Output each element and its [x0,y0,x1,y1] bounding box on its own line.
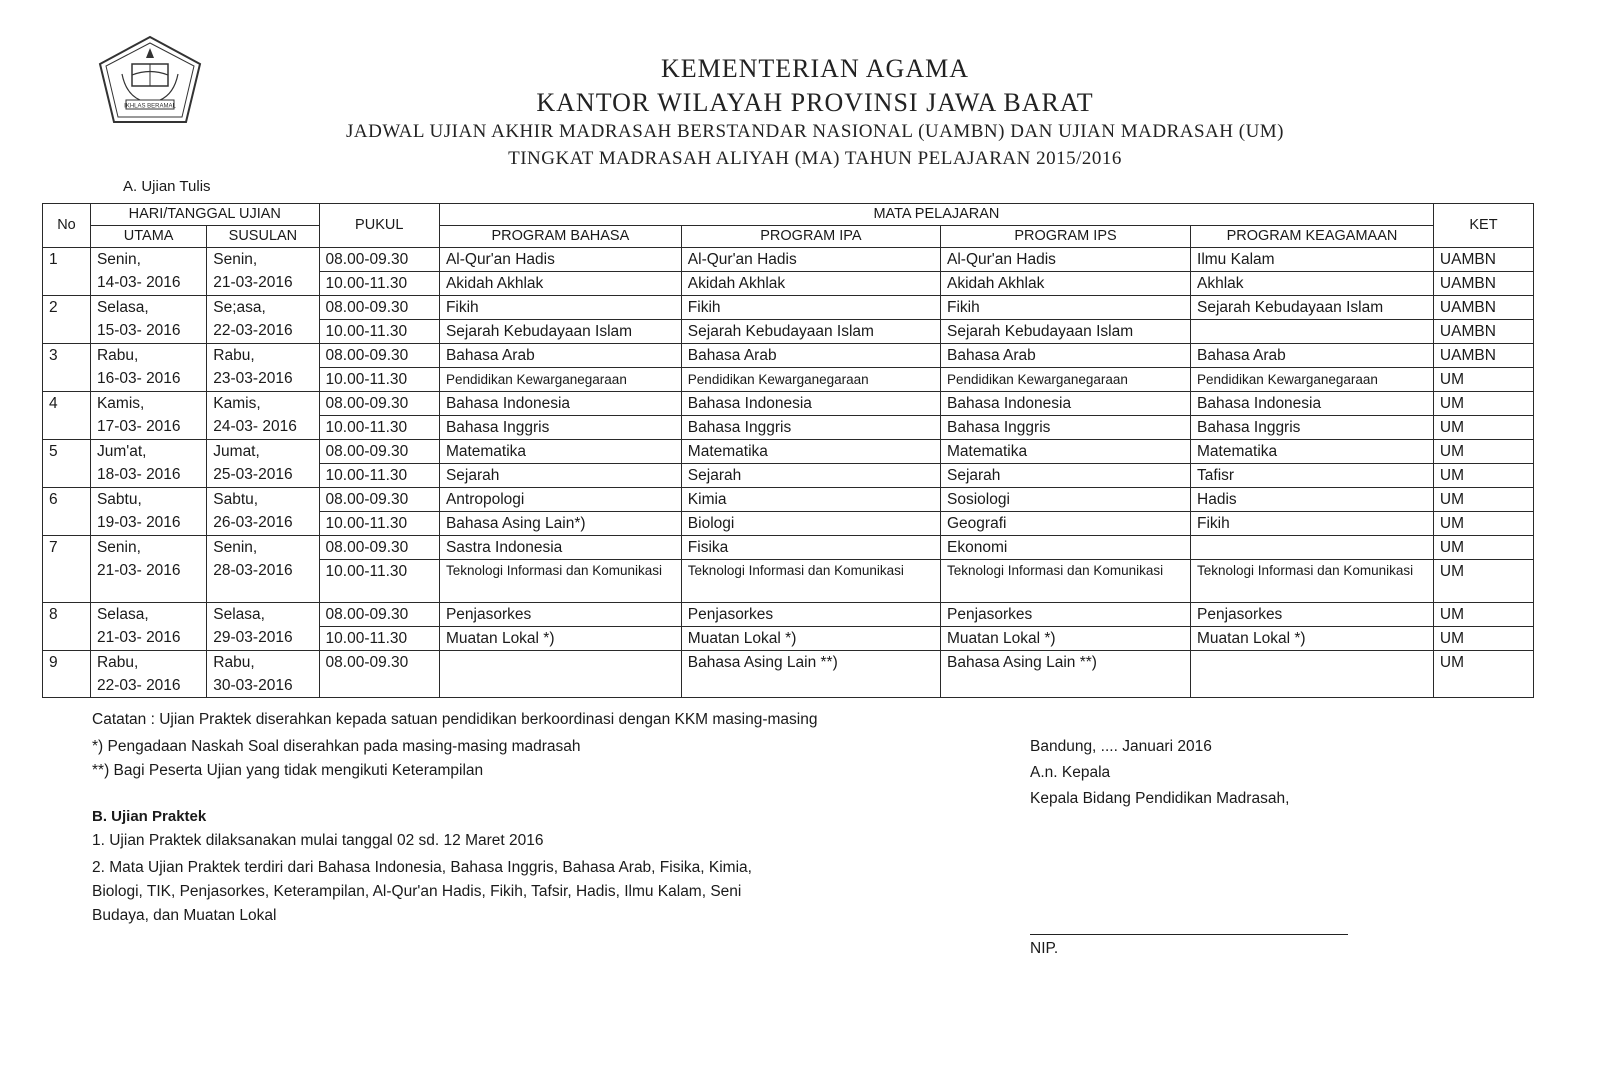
date-susulan [207,344,319,392]
section-a-title: A. Ujian Tulis [123,178,211,195]
date-susulan [207,603,319,651]
schedule-row [43,296,1534,320]
row-no: 5 [43,440,91,488]
signature-an: A.n. Kepala [1030,764,1111,781]
date-susulan [207,440,319,488]
date-line: Se;asa, [213,299,266,316]
cell-ket: UM [1433,464,1533,488]
date-line: Rabu, [213,347,255,364]
cell-ipa: Pendidikan Kewarganegaraan [681,368,940,392]
col-program-keagamaan: PROGRAM KEAGAMAAN [1191,226,1434,248]
cell-ipa: Bahasa Asing Lain **) [681,651,940,698]
signature-line [1030,934,1348,935]
col-utama: UTAMA [90,226,206,248]
date-line: 21-03- 2016 [96,629,181,646]
date-line: 15-03- 2016 [96,322,181,339]
date-utama [90,248,206,296]
cell-ket: UAMBN [1433,296,1533,320]
cell-ips: Sejarah Kebudayaan Islam [941,320,1191,344]
date-utama [90,296,206,344]
cell-bahasa [439,651,681,698]
cell-bahasa: Pendidikan Kewarganegaraan [439,368,681,392]
cell-ipa: Biologi [681,512,940,536]
cell-keagamaan: Hadis [1191,488,1434,512]
cell-ipa: Teknologi Informasi dan Komunikasi [681,560,940,603]
date-line: Selasa, [96,606,149,623]
cell-ips: Bahasa Asing Lain **) [941,651,1191,698]
cell-bahasa: Sejarah [439,464,681,488]
date-line: 18-03- 2016 [96,466,181,483]
date-line: 22-03- 2016 [96,677,181,694]
date-line: Rabu, [96,347,139,364]
cell-ips: Matematika [941,440,1191,464]
cell-pukul: 10.00-11.30 [319,368,439,392]
cell-keagamaan: Sejarah Kebudayaan Islam [1191,296,1434,320]
cell-ket: UM [1433,440,1533,464]
cell-ipa: Muatan Lokal *) [681,627,940,651]
date-line: Kamis, [213,395,261,412]
cell-ket: UM [1433,512,1533,536]
cell-ipa: Fisika [681,536,940,560]
date-line: 29-03-2016 [213,629,293,646]
date-utama [90,344,206,392]
cell-keagamaan: Bahasa Arab [1191,344,1434,368]
col-susulan: SUSULAN [207,226,319,248]
cell-pukul: 10.00-11.30 [319,464,439,488]
cell-keagamaan: Muatan Lokal *) [1191,627,1434,651]
schedule-row [43,440,1534,464]
date-line: 26-03-2016 [213,514,293,531]
col-mata-pelajaran: MATA PELAJARAN [439,204,1433,226]
schedule-row [43,603,1534,627]
row-no: 6 [43,488,91,536]
row-no: 8 [43,603,91,651]
cell-ips: Akidah Akhlak [941,272,1191,296]
date-line: Sabtu, [213,491,259,508]
cell-ket: UM [1433,603,1533,627]
cell-keagamaan: Teknologi Informasi dan Komunikasi [1191,560,1434,603]
row-no: 4 [43,392,91,440]
cell-ket: UM [1433,536,1533,560]
header-office: KANTOR WILAYAH PROVINSI JAWA BARAT [536,88,1094,117]
date-line: Senin, [96,539,141,556]
date-line: Senin, [213,251,258,268]
row-no: 3 [43,344,91,392]
cell-ips: Muatan Lokal *) [941,627,1191,651]
cell-pukul: 08.00-09.30 [319,488,439,512]
col-no: No [43,204,91,248]
date-utama [90,488,206,536]
cell-pukul: 10.00-11.30 [319,320,439,344]
date-line: 25-03-2016 [213,466,293,483]
row-no: 9 [43,651,91,698]
cell-ipa: Bahasa Arab [681,344,940,368]
header-row-2 [43,226,1534,248]
schedule-row [43,651,1534,698]
cell-pukul: 08.00-09.30 [319,248,439,272]
schedule-row [43,392,1534,416]
cell-keagamaan: Pendidikan Kewarganegaraan [1191,368,1434,392]
cell-keagamaan: Akhlak [1191,272,1434,296]
date-line: Senin, [213,539,258,556]
row-no: 1 [43,248,91,296]
cell-bahasa: Antropologi [439,488,681,512]
cell-ket: UM [1433,560,1533,603]
date-line: 17-03- 2016 [96,418,181,435]
cell-ipa: Fikih [681,296,940,320]
date-line: Sabtu, [96,491,142,508]
cell-pukul: 08.00-09.30 [319,536,439,560]
schedule-row [43,344,1534,368]
date-susulan [207,296,319,344]
date-susulan [207,536,319,603]
note-star-1: *) Pengadaan Naskah Soal diserahkan pada masing-masing madrasah [92,738,581,755]
cell-ket: UM [1433,627,1533,651]
cell-pukul: 10.00-11.30 [319,512,439,536]
cell-ips: Teknologi Informasi dan Komunikasi [941,560,1191,603]
date-line: 16-03- 2016 [96,370,181,387]
cell-ips: Sejarah [941,464,1191,488]
col-pukul: PUKUL [319,204,439,248]
header-schedule-title: JADWAL UJIAN AKHIR MADRASAH BERSTANDAR NASIONAL (UAMBN) DAN UJIAN MADRASAH (UM) [345,121,1285,142]
cell-ipa: Al-Qur'an Hadis [681,248,940,272]
cell-ips: Al-Qur'an Hadis [941,248,1191,272]
cell-keagamaan [1191,320,1434,344]
cell-ket: UM [1433,368,1533,392]
cell-bahasa: Bahasa Inggris [439,416,681,440]
cell-keagamaan: Tafisr [1191,464,1434,488]
cell-ipa: Sejarah Kebudayaan Islam [681,320,940,344]
schedule-row [43,488,1534,512]
cell-keagamaan [1191,536,1434,560]
cell-keagamaan: Fikih [1191,512,1434,536]
note-catatan: Catatan : Ujian Praktek diserahkan kepada satuan pendidikan berkoordinasi dengan KKM masing-masing [92,711,818,728]
header-row-1 [43,204,1534,226]
schedule-row [43,248,1534,272]
schedule-row [43,536,1534,560]
cell-ips: Geografi [941,512,1191,536]
row-no: 7 [43,536,91,603]
cell-bahasa: Muatan Lokal *) [439,627,681,651]
cell-ipa: Bahasa Indonesia [681,392,940,416]
col-program-ips: PROGRAM IPS [941,226,1191,248]
date-utama [90,392,206,440]
date-line: 28-03-2016 [213,562,293,579]
cell-ipa: Penjasorkes [681,603,940,627]
date-utama [90,603,206,651]
date-line: 21-03- 2016 [96,562,181,579]
section-b-item-1: 1. Ujian Praktek dilaksanakan mulai tanggal 02 sd. 12 Maret 2016 [92,832,544,849]
schedule-body [43,248,1534,698]
signature-place-date: Bandung, .... Januari 2016 [1030,738,1212,755]
cell-ket: UAMBN [1433,344,1533,368]
col-program-ipa: PROGRAM IPA [681,226,940,248]
date-line: Kamis, [96,395,145,412]
cell-bahasa: Sastra Indonesia [439,536,681,560]
date-susulan [207,392,319,440]
cell-pukul: 10.00-11.30 [319,416,439,440]
col-hari-tanggal: HARI/TANGGAL UJIAN [90,204,319,226]
date-line: Senin, [96,251,141,268]
cell-ipa: Akidah Akhlak [681,272,940,296]
cell-pukul: 08.00-09.30 [319,296,439,320]
cell-keagamaan: Bahasa Inggris [1191,416,1434,440]
date-susulan [207,488,319,536]
cell-ket: UAMBN [1433,320,1533,344]
cell-bahasa: Penjasorkes [439,603,681,627]
cell-ips: Fikih [941,296,1191,320]
cell-bahasa: Fikih [439,296,681,320]
date-line: Rabu, [96,654,139,671]
cell-keagamaan: Bahasa Indonesia [1191,392,1434,416]
cell-ket: UM [1433,488,1533,512]
date-line: Selasa, [96,299,149,316]
cell-pukul: 08.00-09.30 [319,344,439,368]
cell-ipa: Bahasa Inggris [681,416,940,440]
cell-bahasa: Al-Qur'an Hadis [439,248,681,272]
date-line: 23-03-2016 [213,370,293,387]
cell-pukul: 08.00-09.30 [319,440,439,464]
cell-bahasa: Teknologi Informasi dan Komunikasi [439,560,681,603]
date-susulan [207,248,319,296]
kemenag-logo [96,34,204,126]
cell-ips: Pendidikan Kewarganegaraan [941,368,1191,392]
cell-ipa: Sejarah [681,464,940,488]
cell-pukul: 10.00-11.30 [319,627,439,651]
col-program-bahasa: PROGRAM BAHASA [439,226,681,248]
cell-ket: UM [1433,392,1533,416]
cell-ipa: Kimia [681,488,940,512]
date-line: 22-03-2016 [213,322,293,339]
date-susulan [207,651,319,698]
date-utama [90,440,206,488]
date-line: Rabu, [213,654,255,671]
cell-ket: UM [1433,651,1533,698]
cell-ket: UAMBN [1433,272,1533,296]
cell-bahasa: Bahasa Indonesia [439,392,681,416]
cell-keagamaan: Penjasorkes [1191,603,1434,627]
cell-bahasa: Bahasa Asing Lain*) [439,512,681,536]
cell-bahasa: Bahasa Arab [439,344,681,368]
date-line: Jum'at, [96,443,147,460]
date-utama [90,651,206,698]
header-ministry: KEMENTERIAN AGAMA [660,54,970,83]
col-ket: KET [1433,204,1533,248]
date-line: 30-03-2016 [213,677,293,694]
signature-title: Kepala Bidang Pendidikan Madrasah, [1030,790,1290,807]
cell-ips: Sosiologi [941,488,1191,512]
cell-ips: Bahasa Indonesia [941,392,1191,416]
header-schedule-subtitle: TINGKAT MADRASAH ALIYAH (MA) TAHUN PELAJARAN 2015/2016 [508,148,1122,169]
cell-ips: Bahasa Inggris [941,416,1191,440]
svg-text:IKHLAS BERAMAL: IKHLAS BERAMAL [124,103,176,110]
cell-ips: Bahasa Arab [941,344,1191,368]
cell-keagamaan: Ilmu Kalam [1191,248,1434,272]
note-star-2: **) Bagi Peserta Ujian yang tidak mengikuti Keterampilan [92,762,484,779]
schedule-table [42,203,1534,698]
date-line: Selasa, [213,606,265,623]
date-line: 24-03- 2016 [213,418,297,435]
date-line: 21-03-2016 [213,274,293,291]
date-line: 19-03- 2016 [96,514,181,531]
cell-ket: UAMBN [1433,248,1533,272]
cell-ips: Ekonomi [941,536,1191,560]
cell-pukul: 08.00-09.30 [319,392,439,416]
section-b-title: B. Ujian Praktek [92,808,207,825]
cell-bahasa: Matematika [439,440,681,464]
cell-pukul: 10.00-11.30 [319,272,439,296]
cell-keagamaan: Matematika [1191,440,1434,464]
date-line: 14-03- 2016 [96,274,181,291]
cell-keagamaan [1191,651,1434,698]
cell-ket: UM [1433,416,1533,440]
date-line: Jumat, [213,443,260,460]
signature-nip: NIP. [1030,940,1059,957]
cell-pukul: 08.00-09.30 [319,651,439,698]
cell-ipa: Matematika [681,440,940,464]
row-no: 2 [43,296,91,344]
cell-pukul: 08.00-09.30 [319,603,439,627]
cell-ips: Penjasorkes [941,603,1191,627]
cell-pukul: 10.00-11.30 [319,560,439,603]
section-b-item-2: 2. Mata Ujian Praktek terdiri dari Bahasa Indonesia, Bahasa Inggris, Bahasa Arab, Fisika, Kimia, Biologi, TIK, Penjasorkes, Keterampilan, Al-Qur'an Hadis, Fikih, Tafsir, Hadis, Ilmu Kalam, Seni Budaya, dan Muatan Lokal [92,859,752,924]
cell-bahasa: Sejarah Kebudayaan Islam [439,320,681,344]
cell-bahasa: Akidah Akhlak [439,272,681,296]
date-utama [90,536,206,603]
